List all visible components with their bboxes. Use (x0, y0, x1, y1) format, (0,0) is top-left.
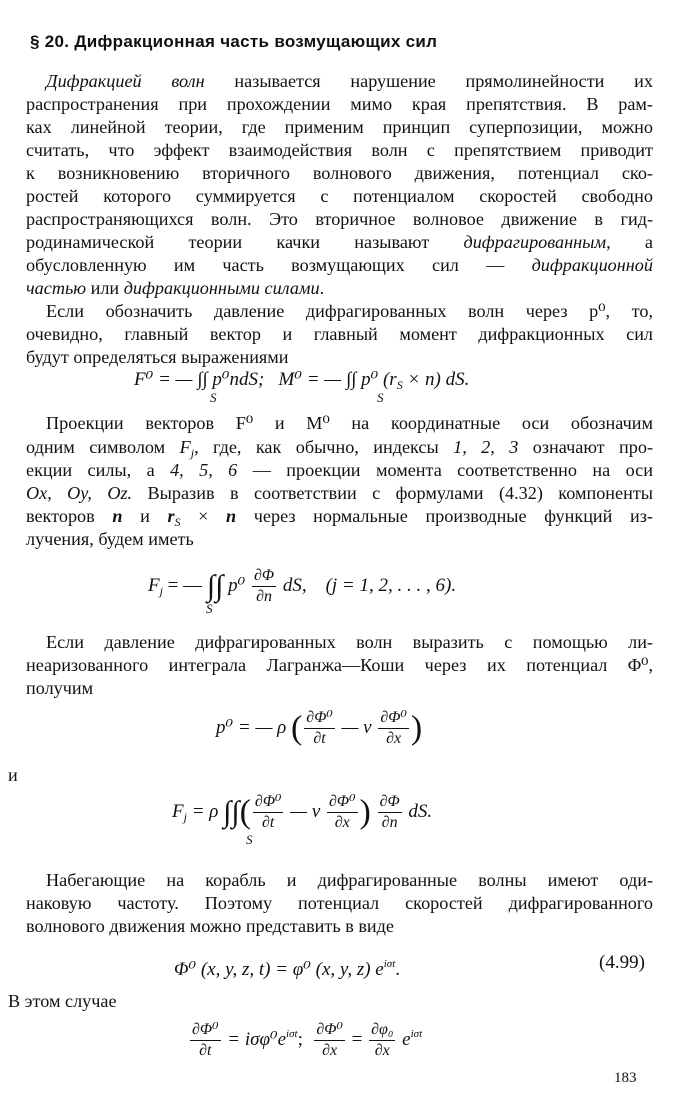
integral-domain-label: S (210, 390, 217, 405)
paragraph-line: ростей которого суммируется с потенциалом скоростей свободно (26, 186, 653, 206)
paragraph-line: Если обозначить давление дифрагированных волн через p⁰, то, (46, 301, 653, 321)
page-number: 183 (614, 1070, 637, 1086)
paragraph-line: наковую частоту. Поэтому потенциал скоростей дифрагированного (26, 893, 653, 913)
paragraph-line: родинамической теории качки называют дифрагированным, а (26, 232, 654, 252)
equation-number: (4.99) (599, 952, 645, 973)
paragraph-line: екции силы, а 4, 5, 6 — проекции момента соответственно на оси (26, 460, 653, 480)
paragraph-line: В этом случае (8, 991, 117, 1011)
paragraph-line: неаризованного интеграла Лагранжа—Коши через их потенциал Φ⁰, (26, 655, 653, 675)
italic-term: Дифракцией волн (46, 71, 205, 91)
equation-fj-pressure: $F_j = \rho$ ∫∫( $\frac{\text{∂Φ⁰}}{\partial t}$ — v $\frac{\text{∂Φ⁰}}{\partial x}$ ) $\frac{\partial\Phi}{\partial n}$ dS. (172, 793, 433, 831)
equation-potential: Φ⁰ (x, y, z, t) = φ⁰ (x, y, z) $e^{i\sigma t}$. (174, 958, 401, 980)
paragraph-line: лучения, будем иметь (26, 529, 194, 549)
equation-pressure: p⁰ = — ρ ( $\frac{\text{∂Φ⁰}}{\partial t}$ — v $\frac{\text{∂Φ⁰}}{\partial x}$ ) (216, 709, 423, 747)
section-heading: § 20. Дифракционная часть возмущающих сил (30, 32, 438, 51)
equation-derivatives: $\frac{\text{∂Φ⁰}}{\partial t}$ = $i\sigma\varphi^0e^{i\sigma t}$; $\frac{\text{∂Φ⁰}}{\partial x}$ = $\frac{\text{∂φ₀}}{\partial x}$ $e^{i\sigma t}$ (192, 1021, 423, 1059)
paragraph-line: волнового движения можно представить в виде (26, 916, 394, 936)
paragraph-line: будут определяться выражениями (26, 347, 289, 367)
paragraph-line: Ox, Oy, Oz. Выразив в соответствии с формулами (4.32) компоненты (26, 483, 654, 503)
paragraph-line: обусловленную им часть возмущающих сил — дифракционной (26, 255, 653, 275)
integral-domain-label: S (377, 390, 384, 405)
conjunction-and: и (8, 765, 18, 785)
paragraph-line: считать, что эффект взаимодействия волн с препятствием приводит (26, 140, 653, 160)
paragraph-line: распространяющихся волн. Это вторичное волновое движение в гид- (26, 209, 653, 229)
paragraph-line: Проекции векторов F⁰ и M⁰ на координатные оси обозначим (46, 413, 653, 433)
integral-domain-label: S (246, 832, 253, 847)
equation-force-moment: F⁰ = — ∫∫ p⁰ndS; M⁰ = — ∫∫ p⁰ $(r_S \times n)$ dS. (134, 369, 470, 392)
equation-fj-integral: $F_j$ = — ∫∫ p⁰ $\frac{\partial\Phi}{\partial n}$ dS, (j = 1, 2, . . . , 6). (148, 567, 457, 605)
paragraph-line: очевидно, главный вектор и главный момент дифракционных сил (26, 324, 653, 344)
paragraph-line: Если давление дифрагированных волн выразить с помощью ли- (46, 632, 653, 652)
integral-domain-label: S (206, 601, 213, 616)
paragraph-line: Набегающие на корабль и дифрагированные волны имеют оди- (46, 870, 653, 890)
paragraph-line: частью или дифракционными силами. (26, 278, 325, 298)
paragraph-line: распространения при прохождении мимо края препятствия. В рам- (26, 94, 653, 114)
paragraph-line: к возникновению вторичного волнового движения, потенциал ско- (26, 163, 653, 183)
paragraph-line: векторов n и $r_S \times n$ через нормальные производные функций из- (26, 506, 653, 529)
paragraph-line: ках линейной теории, где применим принцип суперпозиции, можно (26, 117, 653, 137)
paragraph-line: одним символом $F_j$, где, как обычно, индексы 1, 2, 3 означают про- (26, 437, 653, 460)
paragraph-line: Дифракцией волн называется нарушение прямолинейности их (46, 71, 653, 91)
paragraph-line: получим (26, 678, 94, 698)
